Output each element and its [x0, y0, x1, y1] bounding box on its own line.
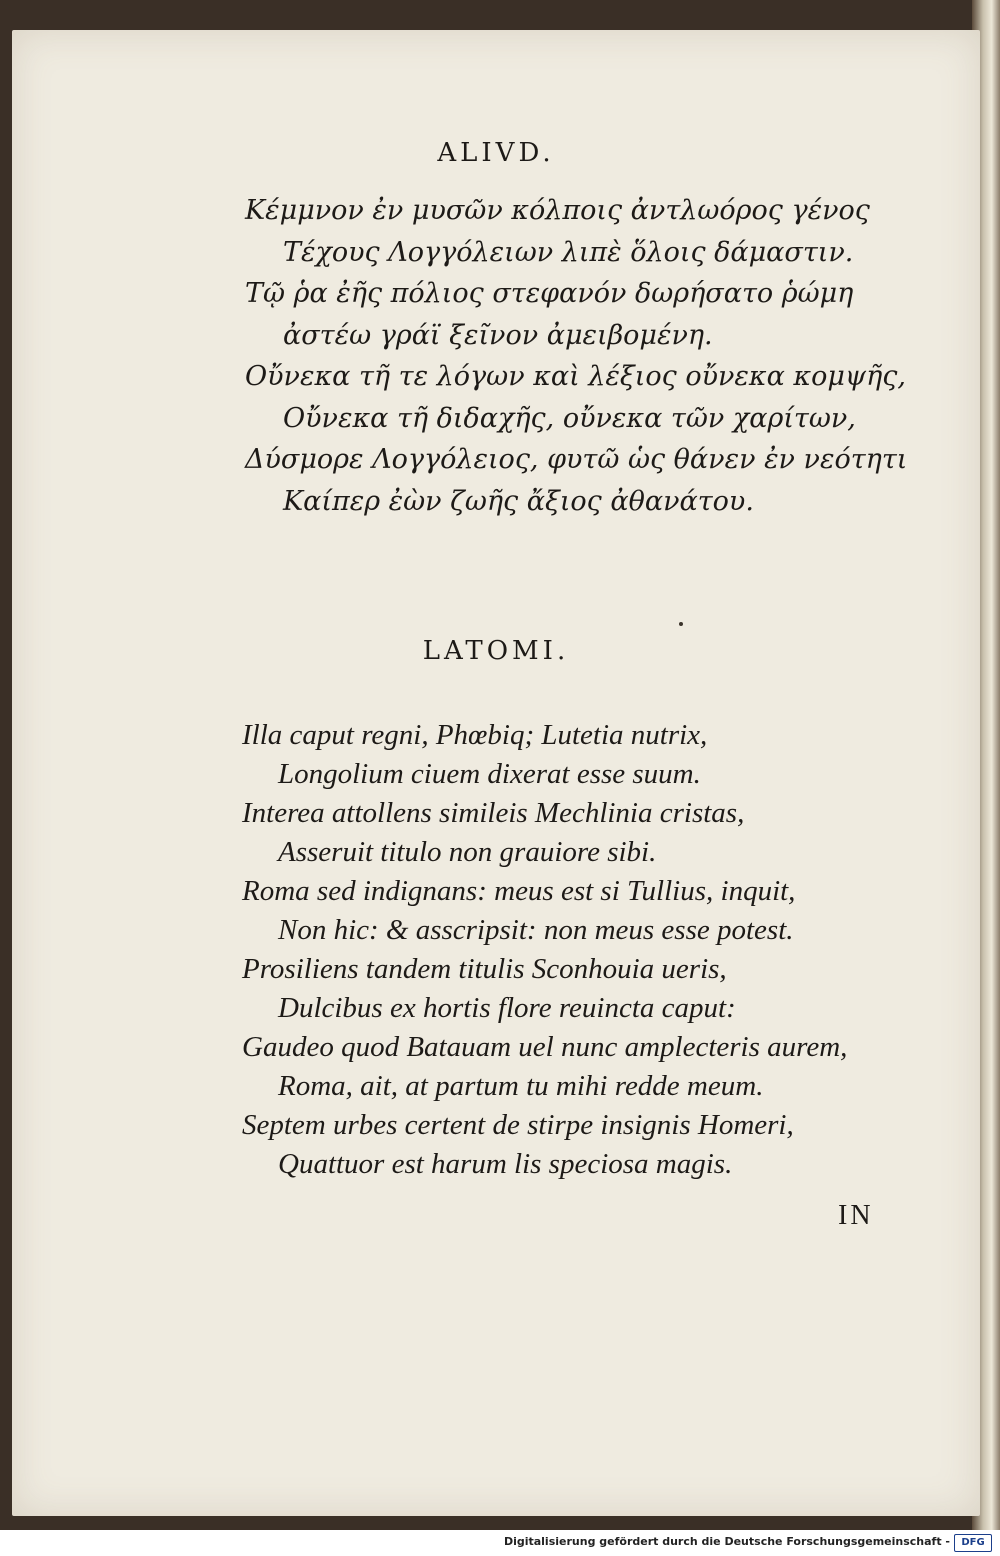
greek-line: Τῷ ῥα ἐῆς πόλιος στεφανόν δωρήσατο ῥώμη — [245, 278, 854, 309]
greek-line: Δύσμορε Λογγόλειος, φυτῶ ὡς θάνεν ἐν νεότητι — [245, 444, 908, 475]
latin-line: Prosiliens tandem titulis Sconhouia ueris, — [242, 953, 727, 985]
greek-poem — [245, 190, 925, 522]
ink-dot — [679, 622, 683, 626]
latin-line: Interea attollens simileis Mechlinia cristas, — [242, 797, 745, 829]
latin-line: Non hic: & asscripsit: non meus esse potest. — [278, 914, 794, 946]
latin-line: Asseruit titulo non grauiore sibi. — [278, 836, 657, 868]
heading-latomi: LATOMI. — [422, 636, 570, 666]
latin-poem — [242, 716, 922, 1184]
dfg-logo[interactable]: DFG — [954, 1534, 992, 1552]
greek-line: Οὔνεκα τῆ τε λόγων καὶ λέξιος οὔνεκα κομψῆς, — [245, 361, 906, 392]
greek-line: Καίπερ ἐὼν ζωῆς ἄξιος ἀθανάτου. — [283, 485, 754, 517]
latin-line: Roma sed indignans: meus est si Tullius, inquit, — [242, 875, 796, 907]
footer-credit: Digitalisierung gefördert durch die Deutsche Forschungsgemeinschaft - — [503, 1535, 950, 1548]
latin-line: Dulcibus ex hortis flore reuincta caput: — [278, 992, 736, 1024]
footer-bar — [0, 1530, 1000, 1556]
latin-line: Gaudeo quod Batauam uel nunc amplecteris aurem, — [242, 1031, 848, 1063]
latin-line: Quattuor est harum lis speciosa magis. — [278, 1148, 733, 1180]
greek-line: Οὔνεκα τῆ διδαχῆς, οὔνεκα τῶν χαρίτων, — [283, 402, 856, 434]
latin-line: Septem urbes certent de stirpe insignis Homeri, — [242, 1109, 794, 1141]
greek-line: Κέμμνον ἐν μυσῶν κόλποις ἀντλωόρος γένος — [245, 195, 870, 226]
greek-line: ἀστέω γράϊ ξεῖνον ἀμειβομένη. — [283, 319, 713, 351]
heading-aliud: ALIVD. — [437, 138, 555, 168]
catchword: IN — [838, 1200, 874, 1231]
latin-line: Illa caput regni, Phœbiq; Lutetia nutrix, — [242, 719, 708, 751]
book-page — [12, 30, 980, 1516]
greek-line: Τέχους Λογγόλειων λιπὲ ὅλοις δάμαστιν. — [283, 236, 854, 268]
latin-line: Roma, ait, at partum tu mihi redde meum. — [278, 1070, 764, 1102]
latin-line: Longolium ciuem dixerat esse suum. — [278, 758, 701, 790]
